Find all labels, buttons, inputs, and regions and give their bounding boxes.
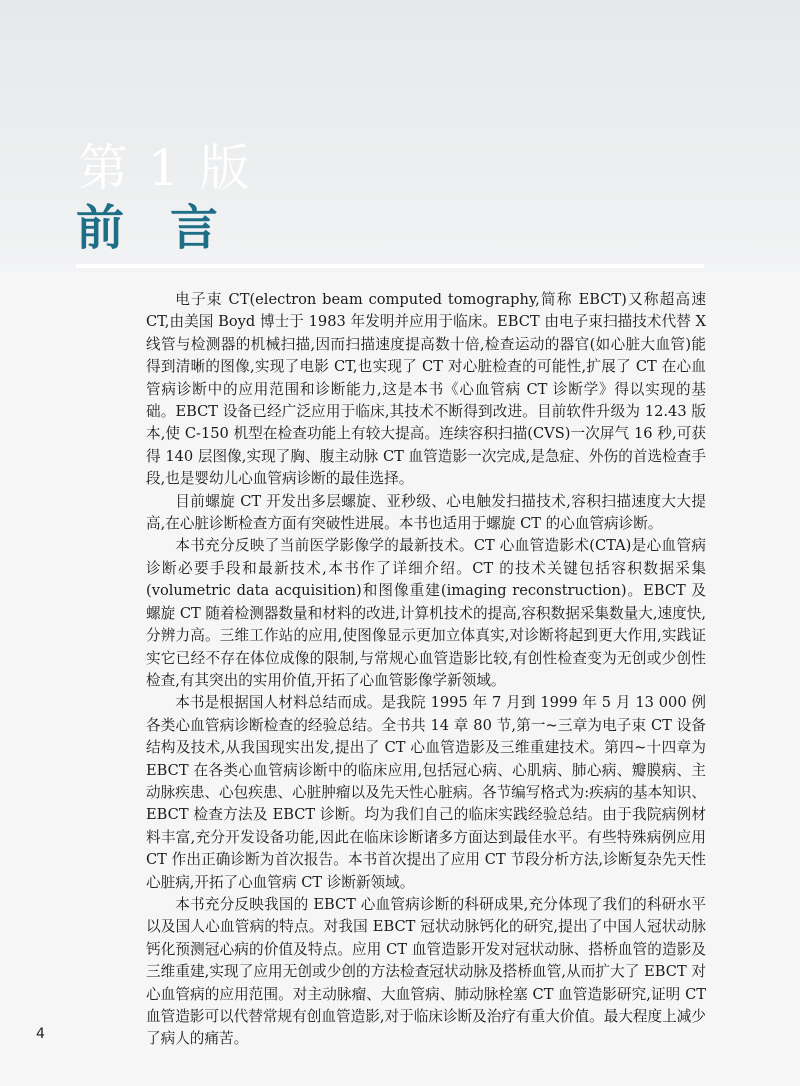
header-banner (0, 0, 800, 272)
page-title: 前言 (76, 200, 265, 256)
paragraph: 本书是根据国人材料总结而成。是我院 1995 年 7 月到 1999 年 5 月 13 000 例各类心血管病诊断检查的经验总结。全书共 14 章 80 节,第一~三章为电子束 CT 设备结构及技术,从我国现实出发,提出了 CT 心血管造影及三维重建技术。第四~十四章为 EBCT 在各类心血管病诊断中的临床应用,包括冠心病、心肌病、肺心病、瓣膜病、主动脉疾患、心包疾患、心脏肿瘤以及先天性心脏病。各节编写格式为:疾病的基本知识、EBCT 检查方法及 EBCT 诊断。均为我们自己的临床实践经验总结。由于我院病例材料丰富,充分开发设备功能,因此在临床诊断诸多方面达到最佳水平。有些特殊病例应用 CT 作出正确诊断为首次报告。本书首次提出了应用 CT 节段分析方法,诊断复杂先天性心脏病,开拓了心血管病 CT 诊断新领域。 (146, 694, 706, 891)
paragraph: 电子束 CT(electron beam computed tomography,简称 EBCT)又称超高速 CT,由美国 Boyd 博士于 1983 年发明并应用于临床。EBCT 由电子束扫描技术代替 X 线管与检测器的机械扫描,因而扫描速度提高数十倍,检查运动的器官(如心脏大血管)能得到清晰的图像,实现了电影 CT,也实现了 CT 对心脏检查的可能性,扩展了 CT 在心血管病诊断中的应用范围和诊断能力,这是本书《心血管病 CT 诊断学》得以实现的基础。EBCT 设备已经广泛应用于临床,其技术不断得到改进。目前软件升级为 12.43 版本,使 C-150 机型在检查功能上有较大提高。连续容积扫描(CVS)一次屏气 16 秒,可获得 140 层图像,实现了胸、腹主动脉 CT 血管造影一次完成,是急症、外伤的首选检查手段,也是婴幼儿心血管病诊断的最佳选择。 (146, 291, 706, 488)
page-number: 4 (36, 1026, 45, 1042)
preface-body (146, 289, 706, 1051)
paragraph: 本书充分反映我国的 EBCT 心血管病诊断的科研成果,充分体现了我们的科研水平以及国人心血管病的特点。对我国 EBCT 冠状动脉钙化的研究,提出了中国人冠状动脉钙化预测冠心病的价值及特点。应用 CT 血管造影开发对冠状动脉、搭桥血管的造影及三维重建,实现了应用无创或少创的方法检查冠状动脉及搭桥血管,从而扩大了 EBCT 对心血管病的应用范围。对主动脉瘤、大血管病、肺动脉栓塞 CT 血管造影研究,证明 CT 血管造影可以代替常规有创血管造影,对于临床诊断及治疗有重大价值。最大程度上减少了病人的痛苦。 (146, 895, 706, 1048)
paragraph: 本书充分反映了当前医学影像学的最新技术。CT 心血管造影术(CTA)是心血管病诊断必要手段和最新技术,本书作了详细介绍。CT 的技术关键包括容积数据采集(volumetric data acquisition)和图像重建(imaging reconstruction)。EBCT 及螺旋 CT 随着检测器数量和材料的改进,计算机技术的提高,容积数据采集数量大,速度快,分辨力高。三维工作站的应用,使图像显示更加立体真实,对诊断将起到更大作用,实践证实它已经不存在体位成像的限制,与常规心血管造影比较,有创性检查变为无创或少创性检查,有其突出的实用价值,开拓了心血管影像学新领域。 (146, 537, 706, 689)
edition-label: 第 1 版 (78, 139, 252, 197)
title-divider (76, 264, 704, 268)
paragraph: 目前螺旋 CT 开发出多层螺旋、亚秒级、心电触发扫描技术,容积扫描速度大大提高,在心脏诊断检查方面有突破性进展。本书也适用于螺旋 CT 的心血管病诊断。 (146, 492, 706, 533)
